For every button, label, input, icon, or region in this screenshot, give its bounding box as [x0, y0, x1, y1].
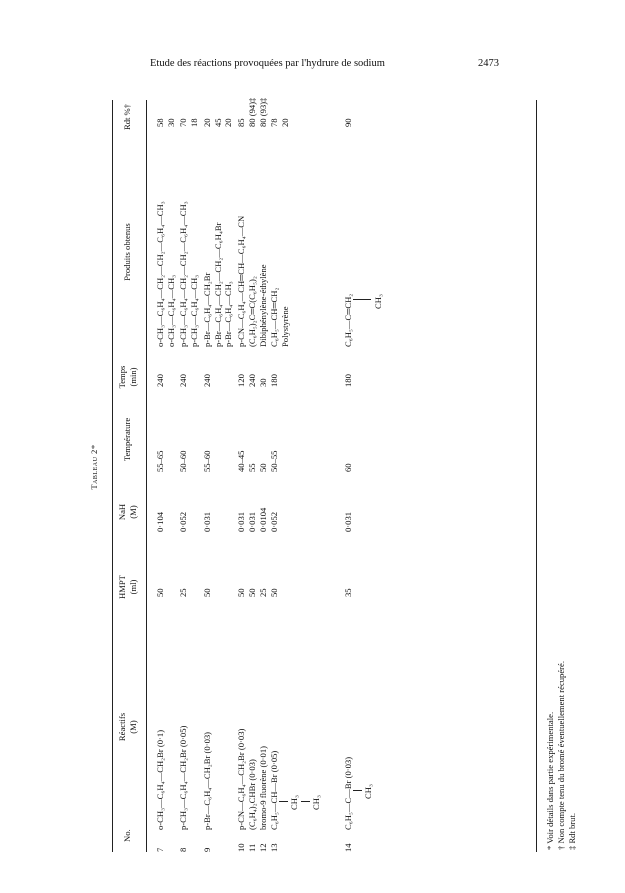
temps-cell: 240 [247, 374, 257, 387]
table-row [178, 72, 199, 862]
hmpt-cell: 50 [202, 588, 212, 597]
table-bottom-rule [536, 100, 537, 852]
bond-line [301, 801, 310, 802]
nah-cell: 0·052 [178, 511, 188, 532]
hmpt-cell: 50 [269, 588, 279, 597]
reactif-cell: C₆H₅—CH—Br (0·05) [269, 750, 279, 830]
product-cell: p-Br—C₆H₄—CH₂Br [202, 272, 212, 347]
col-header-reactifs: Réactifs (M) [117, 712, 138, 742]
footnote: ‡ Rdt brut. [567, 812, 577, 850]
rotated-table [90, 72, 620, 862]
yield-cell: 20 [223, 118, 233, 127]
yield-cell: 18 [188, 118, 199, 127]
reactif-cell: p-Br—C₆H₄—CH₂Br (0·03) [202, 731, 212, 830]
reactif-cell: C₆H₅—C—Br (0·03) [343, 756, 353, 830]
temperature-cell: 50 [258, 463, 268, 472]
temperature-cell: 50–55 [269, 450, 279, 472]
substituent-label: CH₃ [289, 795, 299, 810]
row-number: 9 [202, 847, 212, 852]
reactif-cell: p-CN—C₆H₄—CH₂Br (0·03) [236, 728, 246, 830]
row-number: 7 [155, 847, 165, 852]
reactif-cell: p-CH₃—C₆H₄—CH₂Br (0·05) [178, 725, 188, 830]
bond-line [353, 790, 362, 791]
table-header-rule [146, 100, 147, 852]
temps-cell: 240 [178, 374, 188, 387]
yield-cell: 78 [269, 118, 279, 127]
substituent-label: CH₃ [311, 795, 321, 810]
product-cell: Polystyrène [279, 306, 290, 347]
nah-cell: 0·031 [236, 511, 246, 532]
table-caption: Tableau 2* [89, 444, 99, 490]
nah-cell: 0·052 [269, 511, 279, 532]
reactif-cell: bromo-9 fluorène (0·01) [258, 746, 268, 830]
product-cell: (C₆H₅)₂C═C(C₆H₅)₂ [247, 276, 257, 347]
hmpt-cell: 50 [155, 588, 165, 597]
nah-cell: 0·031 [247, 511, 257, 532]
yield-cell: 90 [343, 118, 353, 127]
substituent-label: CH₃ [363, 784, 373, 799]
yield-cell: 30 [165, 118, 176, 127]
footnotes [545, 661, 578, 850]
product-cell: Dibiphénylène-éthylène [258, 264, 268, 347]
table-row [343, 72, 383, 862]
row-number: 12 [258, 843, 268, 852]
temps-cell: 240 [202, 374, 212, 387]
table-row [247, 72, 258, 862]
nah-cell: 0·104 [155, 511, 165, 532]
row-number: 14 [343, 843, 353, 852]
nah-cell: 0·031 [343, 511, 353, 532]
bond-line [279, 801, 288, 802]
temperature-cell: 60 [343, 463, 353, 472]
hmpt-cell: 25 [258, 588, 268, 597]
nah-cell: 0·031 [202, 511, 212, 532]
bond-line [353, 299, 371, 300]
nah-cell: 0·0104 [258, 507, 268, 532]
row-number: 13 [269, 843, 279, 852]
product-cell: C₆H₅—C═CH₂ [343, 293, 353, 347]
temperature-cell: 55–65 [155, 450, 165, 472]
col-header-temperature: Température [122, 417, 132, 462]
yield-cell: 20 [279, 118, 290, 127]
col-header-no: No. [122, 829, 132, 842]
temperature-cell: 55–60 [202, 450, 212, 472]
product-cell: p-Br—C₆H₄—CH₃ [223, 281, 233, 347]
product-cell: p-CN—C₆H₄—CH═CH—C₆H₄—CN [236, 215, 246, 347]
footnote: † Non compte tenu du bromé éventuellement récupéré. [556, 661, 566, 850]
hmpt-cell: 25 [178, 588, 188, 597]
product-cell: p-Br—C₆H₄—CH₂—CH₂—C₆H₄Br [212, 222, 223, 347]
temps-cell: 180 [269, 374, 279, 387]
table-row [269, 72, 321, 862]
yield-cell: 58 [155, 118, 165, 127]
product-cell: o-CH₃—C₆H₄—CH₃ [165, 274, 176, 347]
hmpt-cell: 50 [236, 588, 246, 597]
yield-cell: 45 [212, 118, 223, 127]
temperature-cell: 50–60 [178, 450, 188, 472]
yield-cell: 20 [202, 118, 212, 127]
hmpt-cell: 50 [247, 588, 257, 597]
table-top-rule [112, 100, 113, 852]
reactif-cell: (C₆H₄)₂CHBr (0·03) [247, 759, 257, 830]
product-cell: p-CH₃—C₆H₄—CH₂—CH₂—C₆H₄—CH₃ [178, 201, 188, 347]
product-cell: p-CH₃—C₆H₄—CH₃ [188, 274, 199, 347]
col-header-temps: Temps (min) [117, 365, 138, 389]
yield-cell: 70 [178, 118, 188, 127]
row-number: 8 [178, 847, 188, 852]
temps-cell: 240 [155, 374, 165, 387]
temps-cell: 120 [236, 374, 246, 387]
table-row [258, 72, 269, 862]
page-number: 2473 [478, 58, 499, 69]
yield-cell: 80 (93)‡ [258, 97, 268, 127]
col-header-nah: NaH (M) [117, 503, 138, 521]
col-header-produits: Produits obtenus [122, 223, 132, 281]
temps-cell: 180 [343, 374, 353, 387]
product-cell: o-CH₃—C₆H₄—CH₂—CH₂—C₆H₄—CH₃ [155, 201, 165, 347]
col-header-hmpt: HMPT (ml) [117, 575, 138, 599]
row-number: 11 [247, 843, 257, 852]
reactif-cell: o-CH₃—C₆H₄—CH₂Br (0·1) [155, 729, 165, 830]
running-header-title: Etude des réactions provoquées par l'hydrure de sodium [150, 58, 385, 69]
product-cell: C₆H₅—CH═CH₂ [269, 287, 279, 347]
col-header-rdt: Rdt %† [122, 103, 132, 131]
hmpt-cell: 35 [343, 588, 353, 597]
temps-cell: 30 [258, 378, 268, 387]
yield-cell: 80 (94)‡ [247, 97, 257, 127]
substituent-label: CH₃ [373, 294, 383, 309]
row-number: 10 [236, 843, 246, 852]
table-row [155, 72, 176, 862]
footnote: * Voir détails dans partie expérimentale. [545, 711, 555, 850]
temperature-cell: 55 [247, 463, 257, 472]
table-row [202, 72, 233, 862]
temperature-cell: 40–45 [236, 450, 246, 472]
table-row [236, 72, 247, 862]
yield-cell: 85 [236, 118, 246, 127]
